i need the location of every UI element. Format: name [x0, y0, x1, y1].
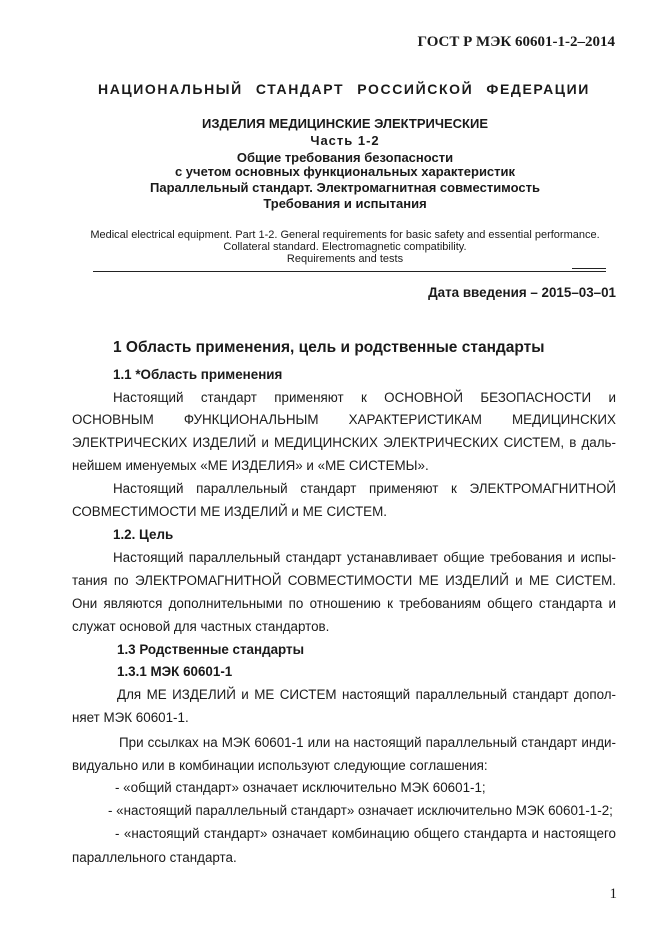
s11-p1-line-2: ОСНОВНЫМ ФУНКЦИОНАЛЬНЫМ ХАРАКТЕРИСТИКАМ МЕДИЦИНСКИХ [72, 412, 616, 427]
s12-p1-line-3: Они являются дополнительными по отношению к требованиям общего стандарта и [72, 596, 616, 611]
subsection-1-3-heading: 1.3 Родственные стандарты [117, 642, 305, 657]
title-en-line-2: Collateral standard. Electromagnetic compatibility. [223, 241, 467, 253]
title-en-line-3: Requirements and tests [286, 253, 404, 265]
title-ru-line-6: Требования и испытания [263, 196, 427, 211]
title-ru-line-4: с учетом основных функциональных характеристик [174, 164, 516, 179]
standard-word: СТАНДАРТ [255, 81, 345, 97]
federation-word: ФЕДЕРАЦИИ [486, 81, 590, 97]
russian-word: РОССИЙСКОЙ [357, 81, 474, 97]
s11-p2-line-1: Настоящий параллельный стандарт применяют к ЭЛЕКТРОМАГНИТНОЙ [113, 481, 616, 496]
national-standard-line [98, 81, 590, 97]
national-word: НАЦИОНАЛЬНЫЙ [98, 81, 243, 97]
s12-p1-line-1: Настоящий параллельный стандарт устанавливает общие требования и испы- [113, 550, 616, 565]
section-1-heading: 1 Область применения, цель и родственные стандарты [113, 339, 545, 356]
convention-item-1: - «общий стандарт» означает исключительно МЭК 60601-1; [115, 780, 486, 795]
divider-rule-short [572, 268, 606, 269]
convention-item-2: - «настоящий параллельный стандарт» означает исключительно МЭК 60601-1-2; [108, 803, 613, 818]
convention-item-3: - «настоящий стандарт» означает комбинацию общего стандарта и настоящего [115, 826, 616, 841]
title-ru-line-3: Общие требования безопасности [236, 150, 454, 165]
title-ru-line-1: ИЗДЕЛИЯ МЕДИЦИНСКИЕ ЭЛЕКТРИЧЕСКИЕ [201, 116, 489, 131]
subsection-1-2-heading: 1.2. Цель [113, 527, 174, 542]
s11-p1-line-3: ЭЛЕКТРИЧЕСКИХ ИЗДЕЛИЙ и МЕДИЦИНСКИХ ЭЛЕКТРИЧЕСКИХ СИСТЕМ, в даль- [72, 435, 616, 450]
s12-p1-line-4: служат основой для частных стандартов. [72, 619, 330, 634]
s131-p2-line-2: видуально или в комбинации используют следующие соглашения: [72, 758, 488, 773]
s131-p1-line-1: Для МЕ ИЗДЕЛИЙ и МЕ СИСТЕМ настоящий параллельный стандарт допол- [117, 687, 616, 702]
divider-rule [93, 271, 606, 272]
last-line: параллельного стандарта. [72, 850, 237, 865]
document-code: ГОСТ Р МЭК 60601-1-2–2014 [417, 34, 615, 50]
s11-p1-line-4: нейшем именуемых «МЕ ИЗДЕЛИЯ» и «МЕ СИСТЕМЫ». [72, 458, 429, 473]
introduction-date: Дата введения – 2015–03–01 [428, 285, 616, 300]
s12-p1-line-2: тания по ЭЛЕКТРОМАГНИТНОЙ СОВМЕСТИМОСТИ МЕ ИЗДЕЛИЙ и МЕ СИСТЕМ. [72, 573, 616, 588]
title-ru-line-2: Часть 1-2 [310, 133, 380, 148]
title-en-line-1: Medical electrical equipment. Part 1-2. General requirements for basic safety and essential performance. [90, 229, 600, 241]
page-number: 1 [609, 886, 617, 902]
subsection-1-3-1-heading: 1.3.1 МЭК 60601-1 [117, 664, 233, 679]
s11-p1-line-1: Настоящий стандарт применяют к ОСНОВНОЙ БЕЗОПАСНОСТИ и [113, 390, 616, 405]
title-ru-line-5: Параллельный стандарт. Электромагнитная совместимость [150, 180, 540, 195]
subsection-1-1-heading: 1.1 *Область применения [113, 367, 283, 382]
s131-p2-line-1: При ссылках на МЭК 60601-1 или на настоящий параллельный стандарт инди- [119, 735, 616, 750]
s131-p1-line-2: няет МЭК 60601-1. [72, 710, 189, 725]
s11-p2-line-2: СОВМЕСТИМОСТИ МЕ ИЗДЕЛИЙ и МЕ СИСТЕМ. [72, 504, 387, 519]
